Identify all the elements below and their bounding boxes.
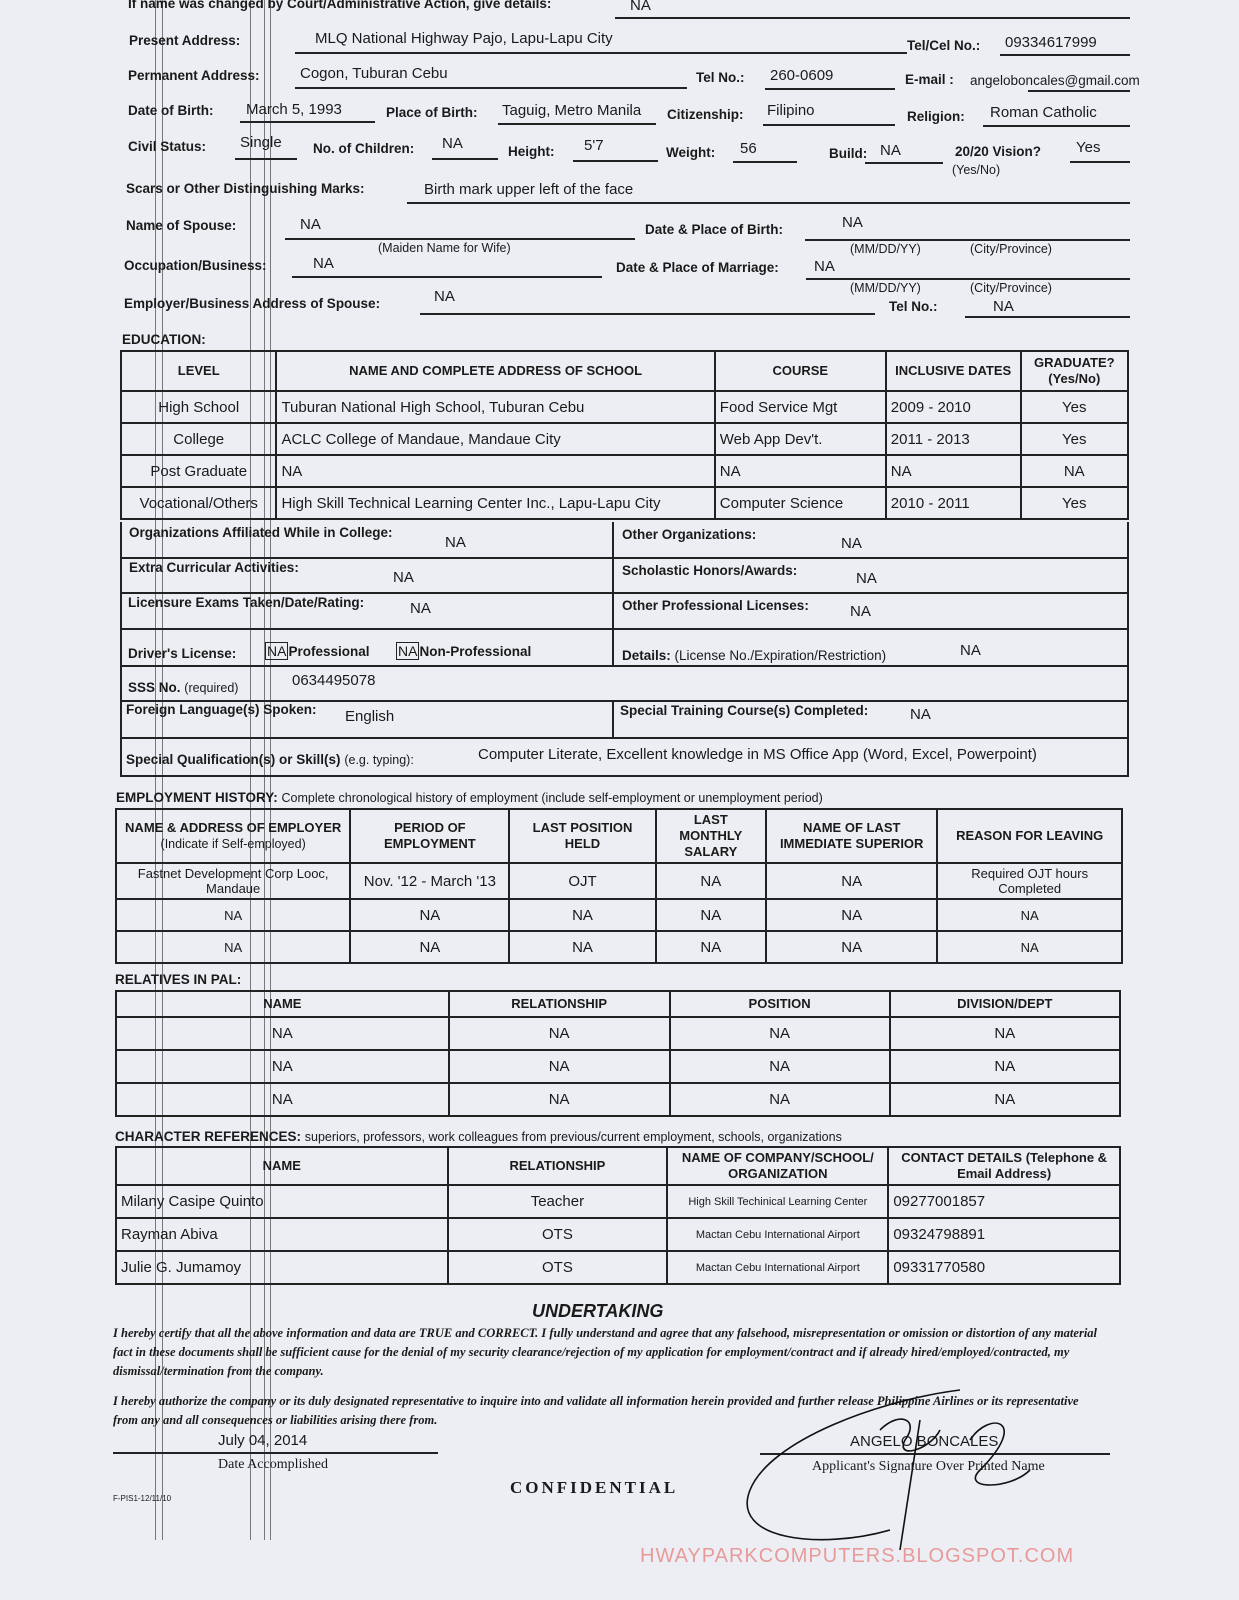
table-cell: Computer Science (715, 487, 886, 519)
spouse-tel-value: NA (993, 298, 1014, 315)
table-row (116, 1050, 1120, 1083)
table-cell: Yes (1021, 423, 1128, 455)
citizenship-label: Citizenship: (667, 107, 744, 122)
table-cell: NA (715, 455, 886, 487)
build-label: Build: (829, 146, 868, 161)
permanent-address-value: Cogon, Tuburan Cebu (300, 65, 448, 82)
table-cell: NA (670, 1083, 890, 1116)
other-orgs-label: Other Organizations: (622, 527, 757, 542)
present-address-value: MLQ National Highway Pajo, Lapu-Lapu City (315, 30, 613, 47)
table-cell: ACLC College of Mandaue, Mandaue City (276, 423, 714, 455)
table-cell: NA (656, 863, 766, 899)
column-header: COURSE (715, 351, 886, 391)
table-cell: Mactan Cebu International Airport (667, 1218, 888, 1251)
table-cell: Required OJT hours Completed (937, 863, 1122, 899)
table-cell: Tuburan National High School, Tuburan Cebu (276, 391, 714, 423)
table-row (121, 391, 1128, 423)
table-cell: NA (449, 1050, 670, 1083)
table-row (121, 487, 1128, 519)
spouse-label: Name of Spouse: (126, 218, 237, 233)
spouse-dpob-value: NA (842, 214, 863, 231)
column-header: INCLUSIVE DATES (886, 351, 1021, 391)
table-cell: NA (509, 931, 655, 963)
references-title: CHARACTER REFERENCES: superiors, professors, work colleagues from previous/current employment, schools, organizations (115, 1129, 842, 1144)
other-orgs-value: NA (841, 535, 862, 552)
table-cell: NA (766, 931, 937, 963)
prof-licenses-label: Other Professional Licenses: (622, 598, 809, 613)
sss-label: SSS No. (required) (128, 680, 239, 695)
signature-mark (730, 1380, 1050, 1560)
tel-label: Tel No.: (696, 70, 745, 85)
table-cell: NA (670, 1017, 890, 1050)
table-row (116, 1185, 1120, 1218)
table-cell: Vocational/Others (121, 487, 276, 519)
column-header: RELATIONSHIP (449, 991, 670, 1017)
details-label: Details: (License No./Expiration/Restriction) (622, 648, 887, 663)
column-header: NAME (116, 991, 449, 1017)
scars-value: Birth mark upper left of the face (424, 181, 634, 198)
telcel-value: 09334617999 (1005, 34, 1097, 51)
column-header: RELATIONSHIP (448, 1147, 668, 1185)
name-change-value: NA (630, 0, 651, 14)
spouse-employer-label: Employer/Business Address of Spouse: (124, 296, 381, 311)
table-cell: Yes (1021, 487, 1128, 519)
table-cell: NA (766, 899, 937, 931)
table-cell: High Skill Technical Learning Center Inc., Lapu-Lapu City (276, 487, 714, 519)
table-cell: NA (886, 455, 1021, 487)
training-label: Special Training Course(s) Completed: (620, 703, 869, 718)
table-cell: Rayman Abiva (116, 1218, 448, 1251)
citizenship-value: Filipino (767, 102, 815, 119)
table-cell: Julie G. Jumamoy (116, 1251, 448, 1284)
table-cell: NA (937, 931, 1122, 963)
table-row (116, 1083, 1120, 1116)
table-cell: Yes (1021, 391, 1128, 423)
form-code: F-PIS1-12/11/10 (113, 1494, 172, 1503)
table-cell: Milany Casipe Quinto (116, 1185, 448, 1218)
table-cell: Mactan Cebu International Airport (667, 1251, 888, 1284)
languages-value: English (345, 708, 395, 725)
extra-label: Extra Curricular Activities: (129, 560, 299, 575)
table-cell: High Skill Techinical Learning Center (667, 1185, 888, 1218)
dob-value: March 5, 1993 (246, 101, 342, 118)
mmddyy-hint: (MM/DD/YY) (850, 242, 921, 256)
present-address-label: Present Address: (129, 33, 241, 48)
table-header-row (116, 809, 1122, 863)
table-cell: NA (656, 931, 766, 963)
table-row (121, 455, 1128, 487)
table-row (116, 863, 1122, 899)
marriage-label: Date & Place of Marriage: (616, 260, 779, 275)
table-cell: NA (449, 1083, 670, 1116)
skills-value: Computer Literate, Excellent knowledge in MS Office App (Word, Excel, Powerpoint) (478, 746, 1037, 763)
column-header: NAME AND COMPLETE ADDRESS OF SCHOOL (276, 351, 714, 391)
column-header: LAST POSITION HELD (509, 809, 655, 863)
licensure-value: NA (410, 600, 431, 617)
table-cell: NA (890, 1050, 1120, 1083)
table-cell: Nov. '12 - March '13 (350, 863, 509, 899)
orgs-college-label: Organizations Affiliated While in College: (129, 525, 393, 540)
height-label: Height: (508, 144, 555, 159)
table-cell: NA (890, 1017, 1120, 1050)
watermark: HWAYPARKCOMPUTERS.BLOGSPOT.COM (640, 1545, 1075, 1567)
column-header: NAME (116, 1147, 448, 1185)
column-header: LEVEL (121, 351, 276, 391)
table-cell: NA (449, 1017, 670, 1050)
table-cell: OTS (448, 1218, 668, 1251)
applicant-signature-label: Applicant's Signature Over Printed Name (812, 1459, 1045, 1474)
column-header: NAME & ADDRESS OF EMPLOYER (Indicate if Self-employed) (116, 809, 350, 863)
table-cell: NA (116, 1083, 449, 1116)
education-table (120, 350, 1129, 520)
skills-label: Special Qualification(s) or Skill(s) (e.g. typing): (126, 752, 414, 767)
date-accomplished-value: July 04, 2014 (218, 1432, 308, 1449)
education-title: EDUCATION: (122, 332, 206, 347)
honors-value: NA (856, 570, 877, 587)
column-header: LAST MONTHLY SALARY (656, 809, 766, 863)
table-row (116, 1218, 1120, 1251)
table-cell: Post Graduate (121, 455, 276, 487)
table-cell: NA (937, 899, 1122, 931)
honors-label: Scholastic Honors/Awards: (622, 563, 798, 578)
build-value: NA (880, 142, 901, 159)
religion-value: Roman Catholic (990, 104, 1097, 121)
civil-status-value: Single (240, 134, 282, 151)
table-cell: 2011 - 2013 (886, 423, 1021, 455)
table-row (116, 899, 1122, 931)
checkbox-mark: NA (398, 643, 418, 659)
religion-label: Religion: (907, 109, 965, 124)
table-header-row (116, 1147, 1120, 1185)
orgs-college-value: NA (445, 534, 466, 551)
spouse-value: NA (300, 216, 321, 233)
table-cell: High School (121, 391, 276, 423)
column-header: POSITION (670, 991, 890, 1017)
mmddyy-hint: (MM/DD/YY) (850, 281, 921, 295)
undertaking-title: UNDERTAKING (532, 1301, 664, 1321)
undertaking-paragraph-2: I hereby authorize the company or its duly designated representative to inquire into and validate all information herein provided and further release Philippine Airlines or its representative from any and all consequences or liabilities arising there from. (113, 1394, 1079, 1427)
references-table (115, 1146, 1121, 1285)
column-header: PERIOD OF EMPLOYMENT (350, 809, 509, 863)
spouse-tel-label: Tel No.: (889, 299, 938, 314)
table-row (116, 931, 1122, 963)
undertaking-paragraph-1: I hereby certify that all the above information and data are TRUE and CORRECT. I fully understand and agree that any falsehood, misrepresentation or omission or distortion of any material fact in these documents shall be sufficient cause for the denial of my security clearance/rejection of my application for employment/contract and if already hired/employed/contracted, my dismissal/termination from the company. (113, 1326, 1098, 1378)
prof-licenses-value: NA (850, 603, 871, 620)
children-label: No. of Children: (313, 141, 415, 156)
cityprov-hint: (City/Province) (970, 242, 1052, 256)
spouse-hint: (Maiden Name for Wife) (378, 241, 511, 255)
date-accomplished-label: Date Accomplished (218, 1457, 329, 1472)
languages-label: Foreign Language(s) Spoken: (126, 702, 317, 717)
table-cell: NA (116, 1017, 449, 1050)
vision-label: 20/20 Vision? (955, 144, 1042, 159)
relatives-table (115, 990, 1121, 1117)
pob-value: Taguig, Metro Manila (502, 102, 642, 119)
table-cell: 09277001857 (888, 1185, 1120, 1218)
email-label: E-mail : (905, 72, 954, 87)
spouse-dpob-label: Date & Place of Birth: (645, 222, 784, 237)
sss-value: 0634495078 (292, 672, 376, 689)
column-header: CONTACT DETAILS (Telephone & Email Address) (888, 1147, 1120, 1185)
table-cell: OTS (448, 1251, 668, 1284)
employment-table (115, 808, 1123, 964)
table-cell: NA (656, 899, 766, 931)
drivers-label: Driver's License: (128, 646, 237, 661)
drivers-professional-option[interactable]: NA Professional (267, 643, 370, 659)
telcel-label: Tel/Cel No.: (907, 38, 981, 53)
column-header: NAME OF LAST IMMEDIATE SUPERIOR (766, 809, 937, 863)
name-change-label: If name was changed by Court/Administrative Action, give details: (128, 0, 552, 11)
table-cell: NA (276, 455, 714, 487)
checkbox-mark: NA (267, 643, 287, 659)
applicant-name: ANGELO BONCALES (850, 1433, 999, 1450)
column-header: NAME OF COMPANY/SCHOOL/ ORGANIZATION (667, 1147, 888, 1185)
table-cell: 09331770580 (888, 1251, 1120, 1284)
table-cell: 2009 - 2010 (886, 391, 1021, 423)
table-cell: Fastnet Development Corp Looc, Mandaue (116, 863, 350, 899)
table-row (121, 423, 1128, 455)
vision-value: Yes (1076, 139, 1101, 156)
tel-value: 260-0609 (770, 67, 834, 84)
table-row (116, 1017, 1120, 1050)
table-cell: NA (350, 931, 509, 963)
dob-label: Date of Birth: (128, 103, 214, 118)
table-cell: NA (670, 1050, 890, 1083)
children-value: NA (442, 135, 463, 152)
height-value: 5'7 (584, 137, 604, 154)
table-cell: NA (350, 899, 509, 931)
table-header-row (121, 351, 1128, 391)
table-header-row (116, 991, 1120, 1017)
table-cell: Web App Dev't. (715, 423, 886, 455)
confidential-label: CONFIDENTIAL (510, 1478, 679, 1497)
relatives-title: RELATIVES IN PAL: (115, 972, 242, 987)
civil-status-label: Civil Status: (128, 139, 207, 154)
permanent-address-label: Permanent Address: (128, 68, 260, 83)
table-cell: NA (116, 931, 350, 963)
table-row (116, 1251, 1120, 1284)
table-cell: NA (890, 1083, 1120, 1116)
cityprov-hint: (City/Province) (970, 281, 1052, 295)
occupation-value: NA (313, 255, 334, 272)
weight-value: 56 (740, 140, 757, 157)
table-cell: NA (116, 1050, 449, 1083)
table-cell: Food Service Mgt (715, 391, 886, 423)
details-value: NA (960, 642, 981, 659)
column-header: DIVISION/DEPT (890, 991, 1120, 1017)
vision-hint: (Yes/No) (952, 163, 1001, 177)
table-cell: OJT (509, 863, 655, 899)
weight-label: Weight: (666, 145, 716, 160)
employment-title: EMPLOYMENT HISTORY: Complete chronological history of employment (include self-employment or unemployment period) (116, 790, 823, 805)
table-cell: NA (116, 899, 350, 931)
column-header: REASON FOR LEAVING (937, 809, 1122, 863)
spouse-employer-value: NA (434, 288, 455, 305)
drivers-nonprofessional-option[interactable]: NA Non-Professional (398, 643, 532, 659)
email-value: angeloboncales@gmail.com (970, 73, 1140, 88)
marriage-value: NA (814, 258, 835, 275)
table-cell: 09324798891 (888, 1218, 1120, 1251)
training-value: NA (910, 706, 931, 723)
table-cell: Teacher (448, 1185, 668, 1218)
column-header: GRADUATE? (Yes/No) (1021, 351, 1128, 391)
table-cell: NA (509, 899, 655, 931)
table-cell: 2010 - 2011 (886, 487, 1021, 519)
scars-label: Scars or Other Distinguishing Marks: (126, 181, 365, 196)
occupation-label: Occupation/Business: (124, 258, 267, 273)
extra-value: NA (393, 569, 414, 586)
table-cell: College (121, 423, 276, 455)
licensure-label: Licensure Exams Taken/Date/Rating: (128, 595, 365, 610)
table-cell: NA (1021, 455, 1128, 487)
pob-label: Place of Birth: (386, 105, 478, 120)
table-cell: NA (766, 863, 937, 899)
